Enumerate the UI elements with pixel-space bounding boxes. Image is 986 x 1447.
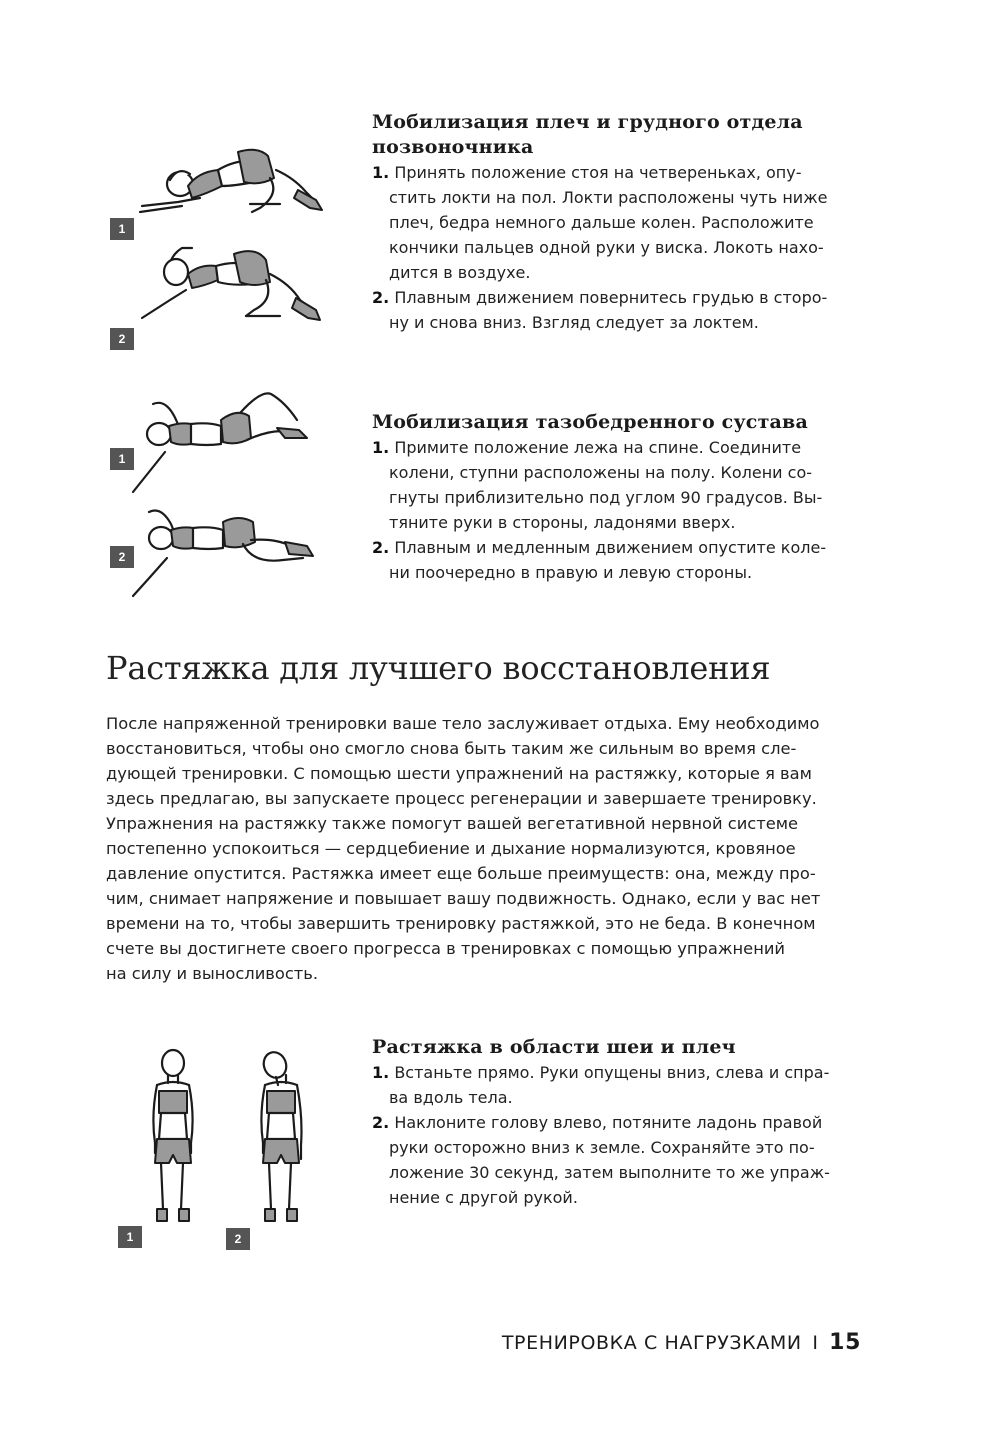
exercise-1-badge-2: 2 xyxy=(110,328,134,350)
exercise-1-badge-1: 1 xyxy=(110,218,134,240)
exercise-1-step-1: 1. Принять положение стоя на четвереньках, опу- стить локти на пол. Локти расположены чуть ниже плеч, бедра немного дальше колен. Расположите кончики пальцев одной руки у виска. Локоть нахо- дится в воздухе. xyxy=(372,163,828,282)
exercise-2-text xyxy=(372,410,872,585)
exercise-2-badge-2: 2 xyxy=(110,546,134,568)
exercise-1-step-2: 2. Плавным движением повернитесь грудью в сторо- ну и снова вниз. Взгляд следует за локтем. xyxy=(372,288,828,332)
exercise-3-step-2: 2. Наклоните голову влево, потяните ладонь правой руки осторожно вниз к земле. Сохраняйте это по- ложение 30 секунд, затем выполните то же упраж- нение с другой рукой. xyxy=(372,1113,830,1207)
exercise-3-badge-1: 1 xyxy=(118,1226,142,1248)
footer-separator: I xyxy=(812,1332,819,1354)
exercise-1-illustration-1 xyxy=(130,140,330,220)
exercise-2-step-2: 2. Плавным и медленным движением опустите коле- ни поочередно в правую и левую стороны. xyxy=(372,538,827,582)
exercise-3-title: Растяжка в области шеи и плеч xyxy=(372,1036,736,1058)
section-heading: Растяжка для лучшего восстановления xyxy=(106,649,771,687)
exercise-3-badge-2: 2 xyxy=(226,1228,250,1250)
exercise-1-title: Мобилизация плеч и грудного отдела позвоночника xyxy=(372,111,803,158)
exercise-2-illustration-1 xyxy=(125,390,325,495)
exercise-3-text xyxy=(372,1035,872,1210)
page-number: 15 xyxy=(829,1330,861,1355)
page-footer xyxy=(502,1330,861,1355)
exercise-2-illustration-2 xyxy=(125,500,325,600)
exercise-3-step-1: 1. Встаньте прямо. Руки опущены вниз, слева и спра- ва вдоль тела. xyxy=(372,1063,830,1107)
exercise-2-step-1: 1. Примите положение лежа на спине. Соедините колени, ступни расположены на полу. Колени со- гнуты приблизительно под углом 90 градусов. Вы- тяните руки в стороны, ладонями вверх. xyxy=(372,438,823,532)
exercise-2-title: Мобилизация тазобедренного сустава xyxy=(372,411,808,433)
exercise-3-illustration-1 xyxy=(135,1045,215,1235)
exercise-2-badge-1: 1 xyxy=(110,448,134,470)
exercise-1-illustration-2 xyxy=(130,240,330,325)
exercise-1-text xyxy=(372,110,872,335)
footer-section-label: ТРЕНИРОВКА С НАГРУЗКАМИ xyxy=(501,1332,802,1354)
exercise-3-illustration-2 xyxy=(243,1045,323,1235)
section-paragraph: После напряженной тренировки ваше тело заслуживает отдыха. Ему необходимо восстановиться, чтобы оно смогло снова быть таким же сильным во время сле- дующей тренировки. С помощью шести упражнений на растяжку, которые я вам здесь предлагаю, вы запускаете процесс регенерации и завершаете тренировку. Упражнения на растяжку также помогут вашей вегетативной нервной системе постепенно успокоиться — сердцебиение и дыхание нормализуются, кровяное давление опустится. Растяжка имеет еще больше преимуществ: она, между про- чим, снимает напряжение и повышает вашу подвижность. Однако, если у вас нет времени на то, чтобы завершить тренировку растяжкой, это не беда. В конечном счете вы достигнете своего прогресса в тренировках с помощью упражнений на силу и выносливость. xyxy=(106,714,821,983)
